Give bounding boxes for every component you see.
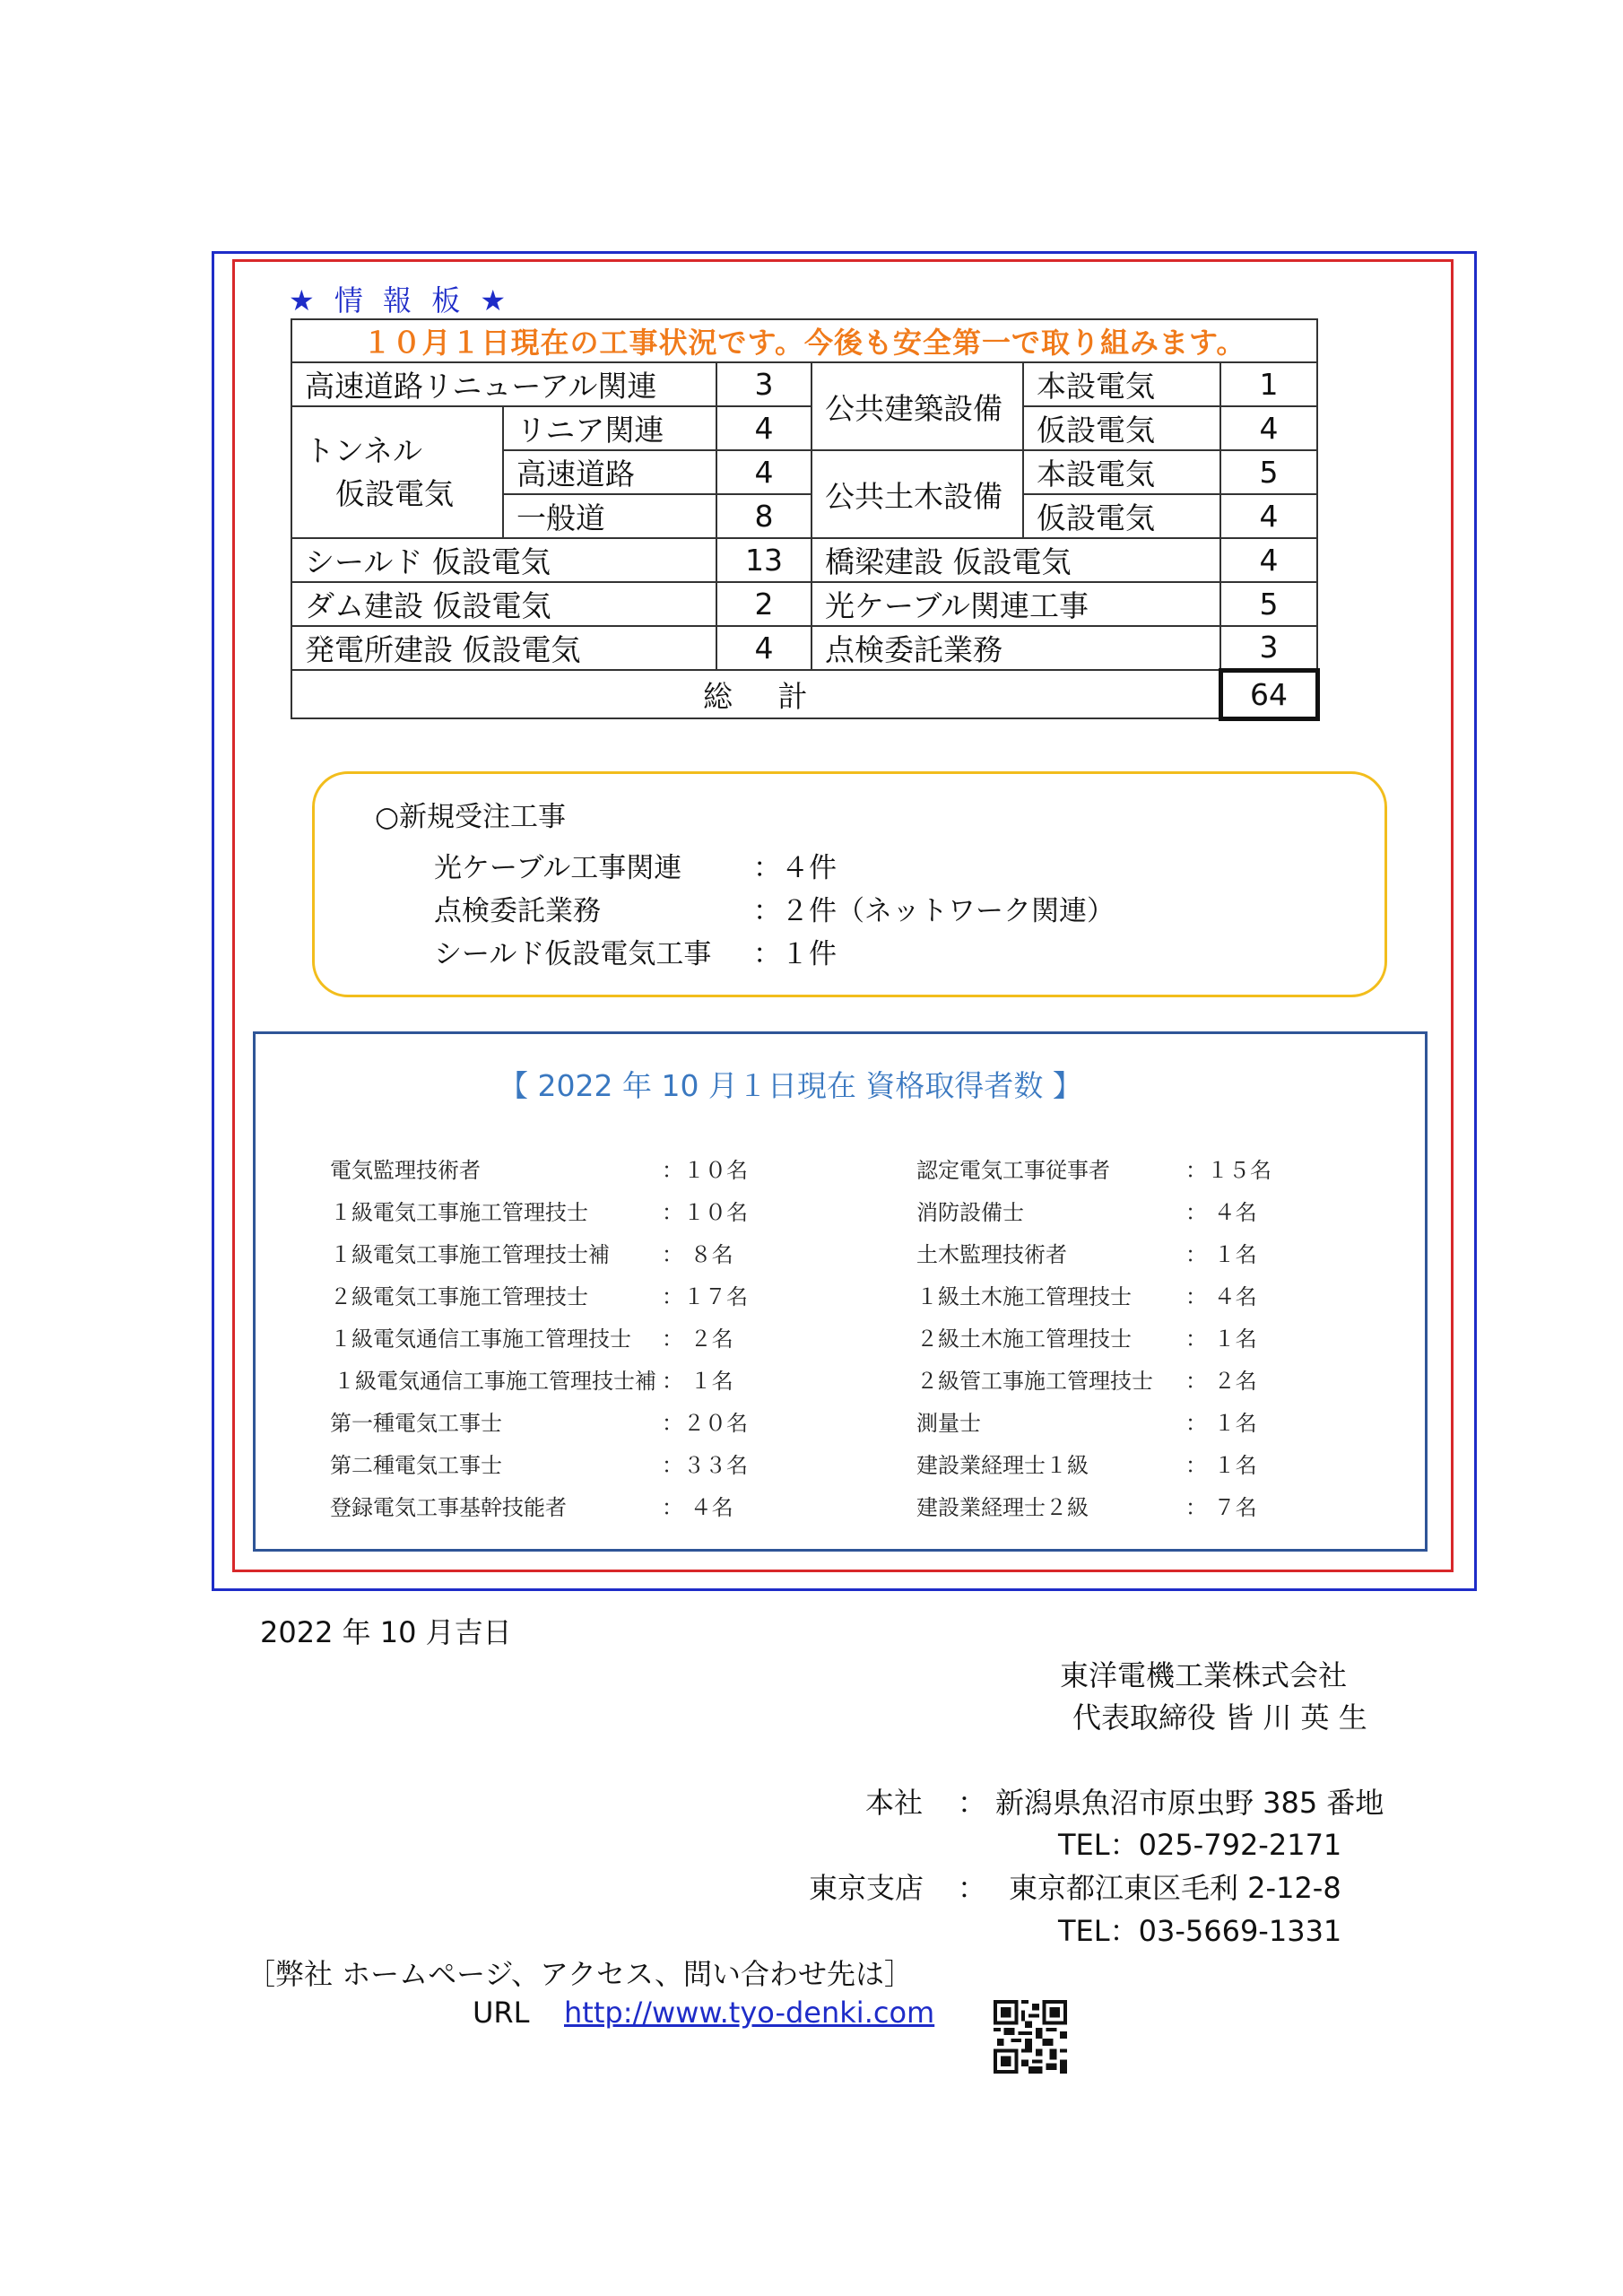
qualification-name: １級電気工事施工管理技士 (330, 1200, 588, 1225)
representative: 代表取締役 皆 川 英 生 (1072, 1700, 1367, 1735)
row-label-public-building: 公共建築設備 (812, 362, 1023, 450)
hq-address: 新潟県魚沼市原虫野 385 番地 (995, 1786, 1384, 1820)
qualification-name: 第一種電気工事士 (330, 1411, 502, 1436)
qualification-count: ： ４名 (1185, 1200, 1257, 1225)
qualification-name: 建設業経理士１級 (916, 1453, 1089, 1478)
row-value-bridge: 4 (1220, 538, 1317, 582)
qualification-count: ： ４名 (662, 1495, 733, 1520)
row-label-tunnel (291, 406, 503, 538)
new-orders-heading: ○新規受注工事 (375, 801, 567, 833)
qualification-count: ： １名 (662, 1369, 733, 1394)
row-sub-public-building-temp: 仮設電気 (1023, 406, 1220, 450)
order-count: ：４件 (753, 852, 837, 884)
order-name: シールド仮設電気工事 (434, 938, 712, 970)
homepage-note: ［弊社 ホームページ、アクセス、問い合わせ先は］ (247, 1957, 913, 1991)
qualification-name: 登録電気工事基幹技能者 (330, 1495, 567, 1520)
order-count: ：１件 (753, 938, 837, 970)
qualification-name: 認定電気工事従事者 (916, 1158, 1110, 1183)
qualification-count: ：２０名 (662, 1411, 748, 1436)
row-value-power-plant: 4 (716, 626, 812, 670)
qualification-count: ：３３名 (662, 1453, 748, 1478)
row-value-public-civil-main: 5 (1220, 450, 1317, 494)
tokyo-label: 東京支店 (809, 1871, 924, 1905)
row-sub-public-civil-temp: 仮設電気 (1023, 494, 1220, 538)
tokyo-tel: TEL：03-5669-1331 (1058, 1914, 1342, 1948)
qualification-count: ： ４名 (1185, 1284, 1257, 1309)
table-row (291, 362, 1317, 406)
table-row (291, 406, 1317, 450)
hq-tel: TEL：025-792-2171 (1058, 1828, 1342, 1862)
info-board-title: ★ 情 報 板 ★ (289, 283, 512, 317)
total-value: 64 (1220, 670, 1317, 718)
qualification-name: 消防設備士 (916, 1200, 1024, 1225)
qualification-name: 電気監理技術者 (330, 1158, 481, 1183)
qualification-count: ：１７名 (662, 1284, 748, 1309)
qualification-name: １級電気通信工事施工管理技士 (330, 1326, 631, 1352)
tokyo-address: 東京都江東区毛利 2-12-8 (1009, 1871, 1341, 1905)
row-sub-tunnel-general: 一般道 (503, 494, 716, 538)
qualifications-title: 【 2022 年 10 月１日現在 資格取得者数 】 (499, 1068, 1082, 1103)
qualification-name: １級電気工事施工管理技士補 (330, 1242, 610, 1267)
qualification-name: 建設業経理士２級 (916, 1495, 1089, 1520)
tokyo-colon: ： (958, 1871, 987, 1905)
qualification-count: ： ７名 (1185, 1495, 1257, 1520)
row-label-dam: ダム建設 仮設電気 (291, 582, 716, 626)
table-row (291, 670, 1317, 718)
row-value-public-building-temp: 4 (1220, 406, 1317, 450)
url-label: URL (473, 1996, 530, 2030)
company-name: 東洋電機工業株式会社 (1060, 1658, 1348, 1692)
row-label-power-plant: 発電所建設 仮設電気 (291, 626, 716, 670)
row-label-shield: シールド 仮設電気 (291, 538, 716, 582)
qualification-name: 第二種電気工事士 (330, 1453, 502, 1478)
hq-label: 本社 (865, 1786, 924, 1820)
website-link[interactable]: http://www.tyo-denki.com (564, 1996, 935, 2030)
row-sub-public-civil-main: 本設電気 (1023, 450, 1220, 494)
qualification-name: ２級管工事施工管理技士 (916, 1369, 1153, 1394)
row-value-shield: 13 (716, 538, 812, 582)
qualification-name: ２級土木施工管理技士 (916, 1326, 1132, 1352)
order-count: ：２件（ネットワーク関連） (753, 895, 1115, 927)
qualification-name: １級電気通信工事施工管理技士補 (334, 1369, 656, 1394)
row-value-public-building-main: 1 (1220, 362, 1317, 406)
qualification-count: ：１５名 (1185, 1158, 1271, 1183)
qualification-count: ： ８名 (662, 1242, 733, 1267)
row-sub-public-building-main: 本設電気 (1023, 362, 1220, 406)
table-row (291, 626, 1317, 670)
qualification-name: ２級電気工事施工管理技士 (330, 1284, 588, 1309)
row-label-bridge: 橋梁建設 仮設電気 (812, 538, 1220, 582)
qualification-count: ： １名 (1185, 1326, 1257, 1352)
hq-colon: ： (958, 1786, 987, 1820)
row-value-dam: 2 (716, 582, 812, 626)
row-value-tunnel-general: 8 (716, 494, 812, 538)
qualification-name: 土木監理技術者 (916, 1242, 1067, 1267)
row-sub-tunnel-linear: リニア関連 (503, 406, 716, 450)
row-value-highway-renewal: 3 (716, 362, 812, 406)
row-value-optical: 5 (1220, 582, 1317, 626)
row-label-highway-renewal: 高速道路リニューアル関連 (291, 362, 716, 406)
qualification-count: ：１０名 (662, 1158, 748, 1183)
table-row (291, 319, 1317, 362)
row-label-inspection: 点検委託業務 (812, 626, 1220, 670)
qualification-count: ： ２名 (662, 1326, 733, 1352)
qualification-name: １級土木施工管理技士 (916, 1284, 1132, 1309)
row-value-inspection: 3 (1220, 626, 1317, 670)
table-row (291, 582, 1317, 626)
row-label-optical: 光ケーブル関連工事 (812, 582, 1220, 626)
order-name: 光ケーブル工事関連 (434, 852, 682, 884)
qualification-name: 測量士 (916, 1411, 981, 1436)
row-value-tunnel-highway: 4 (716, 450, 812, 494)
qualification-count: ：１０名 (662, 1200, 748, 1225)
status-banner: １０月１日現在の工事状況です。今後も安全第一で取り組みます。 (291, 319, 1317, 362)
row-value-tunnel-linear: 4 (716, 406, 812, 450)
tunnel-label-line2: 仮設電気 (335, 475, 454, 511)
qr-code-icon[interactable] (994, 2000, 1067, 2074)
row-label-public-civil: 公共土木設備 (812, 450, 1023, 538)
qualification-count: ： １名 (1185, 1242, 1257, 1267)
row-value-public-civil-temp: 4 (1220, 494, 1317, 538)
total-label: 総 計 (291, 670, 1220, 718)
tunnel-label-line1: トンネル (305, 432, 423, 468)
construction-status-table (291, 318, 1320, 721)
qualification-count: ： １名 (1185, 1411, 1257, 1436)
qualification-count: ： ２名 (1185, 1369, 1257, 1394)
issue-date: 2022 年 10 月吉日 (260, 1615, 512, 1649)
row-sub-tunnel-highway: 高速道路 (503, 450, 716, 494)
order-name: 点検委託業務 (434, 895, 601, 927)
table-row (291, 538, 1317, 582)
qualification-count: ： １名 (1185, 1453, 1257, 1478)
